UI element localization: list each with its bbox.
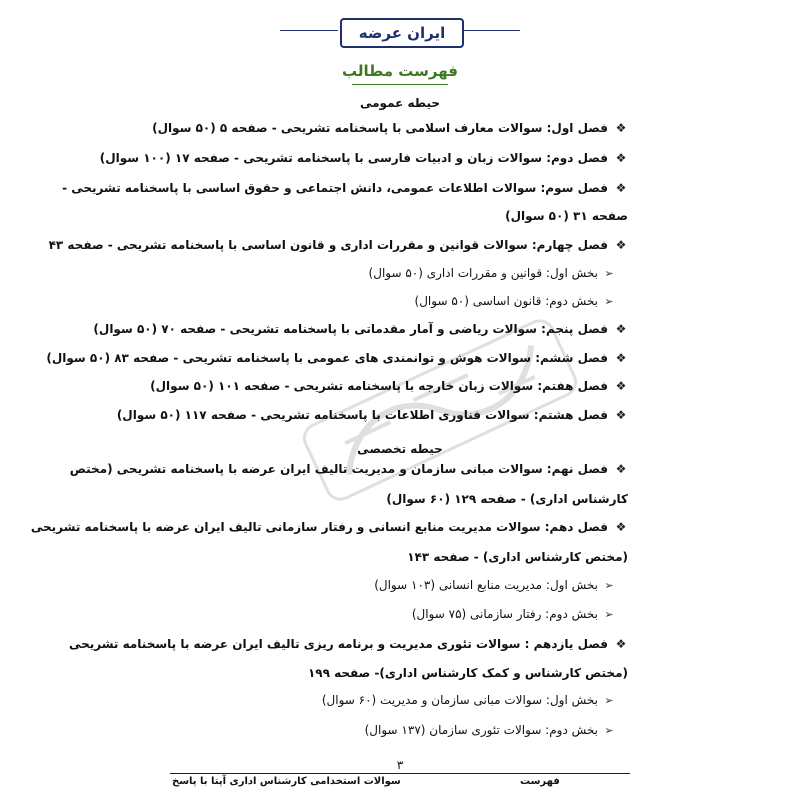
arrow-bullet-icon: ➢ — [604, 295, 614, 308]
diamond-bullet-icon: ❖ — [615, 238, 627, 252]
toc-item — [93, 321, 628, 337]
diamond-bullet-icon: ❖ — [615, 408, 627, 422]
title-underline — [352, 84, 448, 85]
toc-text: فصل هفتم: سوالات زبان خارجه با پاسخنامه تشریحی - صفحه ۱۰۱ (۵۰ سوال) — [150, 379, 608, 393]
toc-text: فصل یازدهم : سوالات تئوری مدیریت و برنامه ریزی تالیف ایران عرضه با پاسخنامه تشریحی — [68, 637, 608, 651]
toc-text: بخش دوم: رفتار سازمانی (۷۵ سوال) — [411, 607, 598, 621]
toc-text: بخش اول: سوالات مبانی سازمان و مدیریت (۶۰ سوال) — [321, 693, 598, 707]
toc-item — [31, 519, 628, 535]
toc-text: کارشناس اداری) - صفحه ۱۲۹ (۶۰ سوال) — [386, 492, 628, 506]
arrow-bullet-icon: ➢ — [604, 267, 614, 280]
logo-rule-right — [462, 30, 520, 31]
logo-rule-left — [280, 30, 338, 31]
toc-item — [117, 407, 628, 423]
toc-subitem — [369, 265, 616, 281]
arrow-bullet-icon: ➢ — [604, 694, 614, 707]
toc-item-continuation — [308, 665, 628, 681]
arrow-bullet-icon: ➢ — [604, 608, 614, 621]
footer-rule — [170, 773, 630, 774]
toc-text: فصل هشتم: سوالات فناوری اطلاعات با پاسخنامه تشریحی - صفحه ۱۱۷ (۵۰ سوال) — [116, 408, 608, 422]
toc-item — [49, 237, 628, 253]
toc-item — [150, 378, 628, 394]
toc-item — [100, 150, 628, 166]
toc-text: فصل سوم: سوالات اطلاعات عمومی، دانش اجتماعی و حقوق اساسی با پاسخنامه تشریحی - — [62, 181, 608, 195]
toc-text: (مختص کارشناس اداری) - صفحه ۱۴۳ — [407, 550, 628, 564]
toc-item-continuation — [386, 491, 628, 507]
toc-subitem — [374, 577, 616, 593]
diamond-bullet-icon: ❖ — [615, 121, 627, 135]
toc-subitem — [365, 722, 616, 738]
diamond-bullet-icon: ❖ — [615, 462, 627, 476]
diamond-bullet-icon: ❖ — [615, 151, 627, 165]
toc-item — [152, 120, 628, 136]
diamond-bullet-icon: ❖ — [615, 520, 627, 534]
toc-text: فصل اول: سوالات معارف اسلامی با پاسخنامه تشریحی - صفحه ۵ (۵۰ سوال) — [152, 121, 608, 135]
toc-text: فصل دهم: سوالات مدیریت منابع انسانی و رفتار سازمانی تالیف ایران عرضه با پاسخنامه تشریحی — [30, 520, 608, 534]
diamond-bullet-icon: ❖ — [615, 637, 627, 651]
arrow-bullet-icon: ➢ — [604, 579, 614, 592]
toc-item — [70, 461, 628, 477]
toc-item — [46, 350, 628, 366]
footer-section-label: فهرست — [520, 776, 560, 787]
page-number: ۳ — [396, 758, 404, 772]
toc-item — [62, 180, 628, 196]
toc-item — [69, 636, 628, 652]
page-title: فهرست مطالب — [342, 62, 458, 80]
toc-subitem — [412, 606, 616, 622]
toc-text: بخش دوم: سوالات تئوری سازمان (۱۳۷ سوال) — [364, 723, 598, 737]
diamond-bullet-icon: ❖ — [615, 351, 627, 365]
toc-text: بخش اول: مدیریت منابع انسانی (۱۰۳ سوال) — [374, 578, 598, 592]
section-specialized-heading: حیطه تخصصی — [357, 442, 443, 456]
toc-text: فصل نهم: سوالات مبانی سازمان و مدیریت تالیف ایران عرضه با پاسخنامه تشریحی (مختص — [69, 462, 608, 476]
diamond-bullet-icon: ❖ — [615, 379, 627, 393]
toc-item-continuation — [407, 549, 628, 565]
toc-item-continuation — [505, 208, 628, 224]
diamond-bullet-icon: ❖ — [615, 322, 627, 336]
toc-text: فصل دوم: سوالات زبان و ادبیات فارسی با پاسخنامه تشریحی - صفحه ۱۷ (۱۰۰ سوال) — [99, 151, 608, 165]
toc-text: (مختص کارشناس و کمک کارشناس اداری)- صفحه ۱۹۹ — [307, 666, 628, 680]
diamond-bullet-icon: ❖ — [615, 181, 627, 195]
toc-text: صفحه ۳۱ (۵۰ سوال) — [505, 209, 628, 223]
footer-book-title: سوالات استخدامی کارشناس اداری آپتا با پاسخ — [172, 776, 401, 787]
brand-logo — [340, 18, 464, 48]
arrow-bullet-icon: ➢ — [604, 724, 614, 737]
toc-text: بخش دوم: قانون اساسی (۵۰ سوال) — [414, 294, 598, 308]
toc-text: فصل پنجم: سوالات ریاضی و آمار مقدماتی با پاسخنامه تشریحی - صفحه ۷۰ (۵۰ سوال) — [93, 322, 608, 336]
brand-logo-text: ایران عرضه — [358, 24, 446, 42]
toc-text: بخش اول: قوانین و مقررات اداری (۵۰ سوال) — [368, 266, 598, 280]
toc-subitem — [415, 293, 616, 309]
toc-text: فصل ششم: سوالات هوش و توانمندی های عمومی با پاسخنامه تشریحی - صفحه ۸۳ (۵۰ سوال) — [46, 351, 608, 365]
section-general-heading: حیطه عمومی — [359, 96, 441, 110]
toc-text: فصل چهارم: سوالات قوانین و مقررات اداری و قانون اساسی با پاسخنامه تشریحی - صفحه ۴۳ — [48, 238, 608, 252]
toc-subitem — [322, 692, 616, 708]
